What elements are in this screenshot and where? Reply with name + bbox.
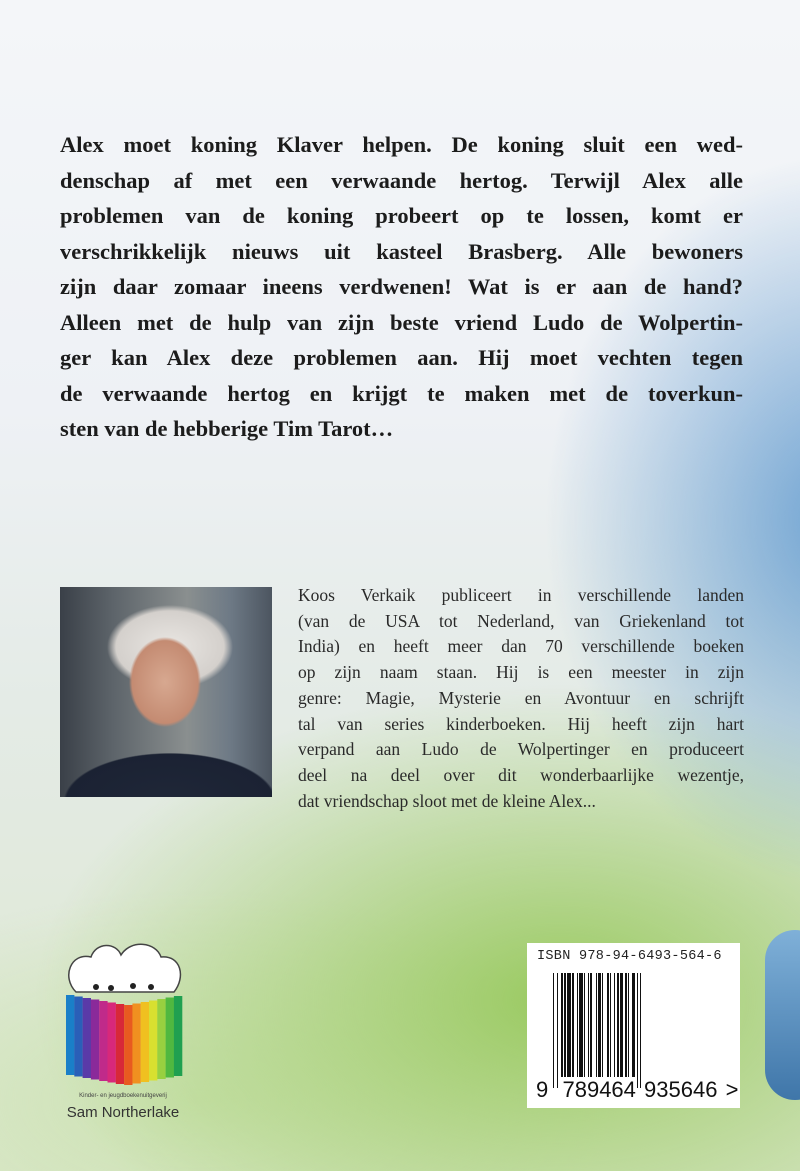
isbn-digits <box>535 1077 739 1103</box>
bio-line: op zijn naam staan. Hij is een meester in zijn <box>298 662 744 683</box>
blurb-line: problemen van de koning probeert op te lossen, komt er <box>60 203 743 228</box>
isbn-arrow: > <box>725 1077 739 1102</box>
blurb-line: sten van de hebberige Tim Tarot… <box>60 416 394 441</box>
bio-line: genre: Magie, Mysterie en Avontuur en schrijft <box>298 687 744 708</box>
book-stripe <box>149 1001 157 1081</box>
bio-line: verpand aan Ludo de Wolpertinger en produceert <box>298 739 744 760</box>
book-stripe <box>66 995 74 1075</box>
book-stripe <box>83 998 91 1078</box>
barcode-bars <box>553 973 723 1088</box>
blurb-line: de verwaande hertog en krijgt te maken met de toverkun- <box>60 380 743 406</box>
publisher-name: Sam Northerlake <box>66 1104 180 1121</box>
illustration-figure <box>765 930 800 1100</box>
bio-line: deel na deel over dit wonderbaarlijke wezentje, <box>298 764 744 785</box>
bio-line: Koos Verkaik publiceert in verschillende landen <box>298 585 744 605</box>
isbn-first-digit: 9 <box>536 1077 549 1102</box>
reading-cloud-icon <box>56 937 191 1127</box>
author-bio <box>298 583 744 814</box>
book-stripe <box>116 1004 124 1084</box>
bio-line: India) en heeft meer dan 70 verschillende boeken <box>298 636 744 657</box>
barcode-bar <box>641 973 642 1088</box>
book-stripe <box>108 1003 116 1083</box>
book-stripe <box>124 1005 132 1085</box>
book-stripe <box>132 1004 140 1084</box>
author-photo <box>60 587 272 797</box>
blurb-line: Alex moet koning Klaver helpen. De koning sluit een wed- <box>60 132 743 157</box>
book-stripe <box>91 1000 99 1080</box>
bio-line: (van de USA tot Nederland, van Griekenland tot <box>298 610 744 631</box>
isbn-barcode <box>527 943 740 1108</box>
book-stripe <box>157 999 165 1079</box>
blurb-line: ger kan Alex deze problemen aan. Hij moet vechten tegen <box>60 345 743 370</box>
book-stripe <box>166 998 174 1078</box>
publisher-logo <box>56 937 191 1127</box>
blurb-line: zijn daar zomaar ineens verdwenen! Wat is er aan de hand? <box>60 274 743 299</box>
book-stripe <box>99 1001 107 1081</box>
blurb-line: Alleen met de hulp van zijn beste vriend Ludo de Wolpertin- <box>60 309 743 335</box>
book-stripe <box>141 1002 149 1082</box>
isbn-label: ISBN 978-94-6493-564-6 <box>537 949 722 964</box>
book-stripe <box>174 996 182 1076</box>
blurb-line: denschap af met een verwaande hertog. Terwijl Alex alle <box>60 167 743 193</box>
back-cover-blurb <box>60 127 743 447</box>
publisher-tagline: Kinder- en jeugdboekenuitgeverij <box>79 1093 167 1099</box>
isbn-group2: 935646 <box>644 1077 718 1102</box>
isbn-group1: 789464 <box>562 1077 636 1102</box>
bio-line: dat vriendschap sloot met de kleine Alex... <box>298 790 596 811</box>
book-stripe <box>74 997 82 1077</box>
bio-line: tal van series kinderboeken. Hij heeft zijn hart <box>298 713 744 734</box>
blurb-line: verschrikkelijk nieuws uit kasteel Brasberg. Alle bewoners <box>60 238 743 264</box>
